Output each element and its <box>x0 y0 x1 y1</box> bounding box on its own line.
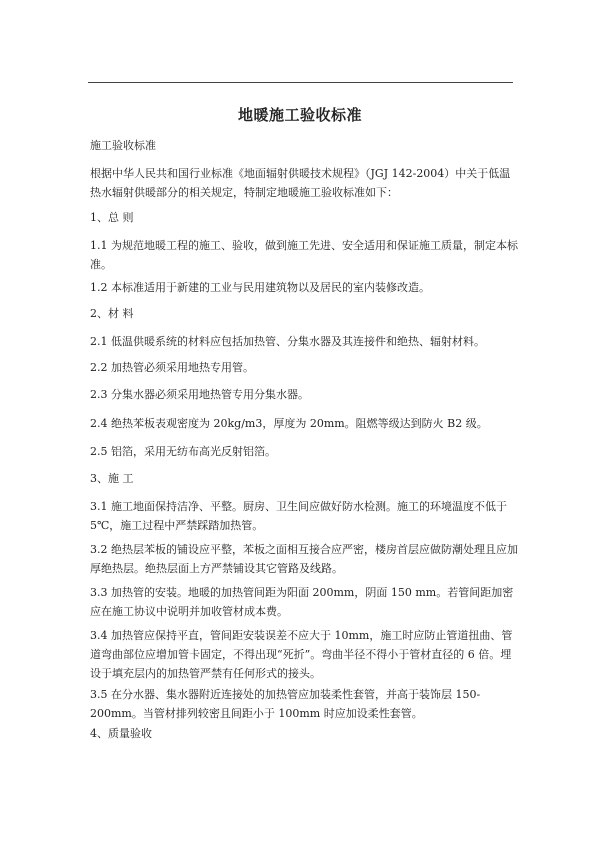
clause-2-1: 2.1 低温供暖系统的材料应包括加热管、分集水器及其连接件和绝热、辐射材料。 <box>90 335 485 348</box>
clause-2-4: 2.4 绝热苯板表观密度为 20kg/m3，厚度为 20mm。阻燃等级达到防火 B2 级。 <box>90 417 488 430</box>
clause-3-3: 3.3 加热管的安装。地暖的加热管间距为阳面 200mm，阴面 150 mm。若管间距加密应在施工协议中说明并加收管材成本费。 <box>90 586 514 618</box>
clause-2-3: 2.3 分集水器必须采用地热管专用分集水器。 <box>90 388 309 401</box>
section-heading-materials: 2、材 料 <box>90 307 134 320</box>
section-heading-quality: 4、质量验收 <box>90 727 152 740</box>
clause-3-4: 3.4 加热管应保持平直，管间距安装误差不应大于 10mm，施工时应防止管道扭曲、管道弯曲部位应增加管卡固定，不得出现“死折”。弯曲半径不得小于管材直径的 6 倍。埋设于填充层内的加热管严禁有任何形式的接头。 <box>90 629 513 680</box>
clause-1-2: 1.2 本标准适用于新建的工业与民用建筑物以及居民的室内装修改造。 <box>90 281 430 294</box>
header-rule <box>88 82 513 83</box>
section-heading-general: 1、总 则 <box>90 211 134 224</box>
section-heading-construction: 3、施 工 <box>90 472 134 485</box>
subtitle: 施工验收标准 <box>90 139 156 152</box>
clause-3-2: 3.2 绝热层苯板的铺设应平整，苯板之面相互接合应严密，楼房首层应做防潮处理且应加厚绝热层。绝热层面上方严禁铺设其它管路及线路。 <box>90 543 518 575</box>
intro-paragraph: 根据中华人民共和国行业标准《地面辐射供暖技术规程》（JGJ 142-2004）中关于低温热水辐射供暖部分的相关规定，特制定地暖施工验收标准如下： <box>90 167 511 199</box>
clause-1-1: 1.1 为规范地暖工程的施工、验收，做到施工先进、安全适用和保证施工质量，制定本标准。 <box>90 239 518 271</box>
clause-3-1: 3.1 施工地面保持洁净、平整。厨房、卫生间应做好防水检测。施工的环境温度不低于5℃，施工过程中严禁踩踏加热管。 <box>90 500 507 532</box>
document-title: 地暖施工验收标准 <box>237 106 362 124</box>
clause-3-5: 3.5 在分水器、集水器附近连接处的加热管应加装柔性套管，并高于装饰层 150-200mm。当管材排列较密且间距小于 100mm 时应加设柔性套管。 <box>90 688 481 720</box>
clause-2-5: 2.5 铝箔，采用无纺布高光反射铝箔。 <box>90 445 276 458</box>
clause-2-2: 2.2 加热管必须采用地热专用管。 <box>90 361 254 374</box>
